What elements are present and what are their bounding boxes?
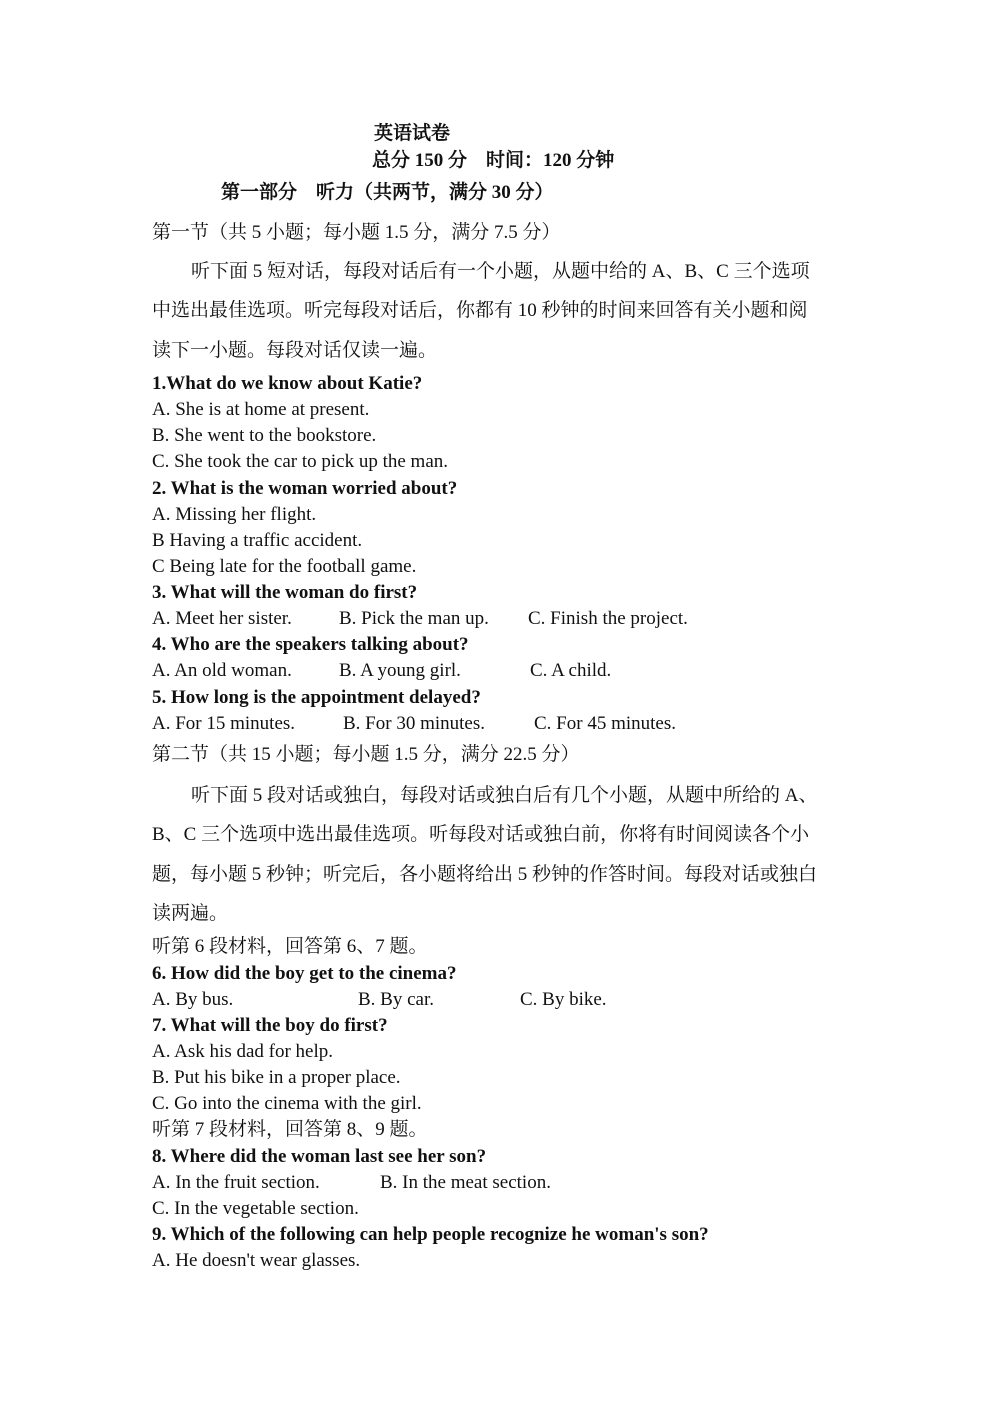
- option-4a: A. An old woman.: [152, 660, 292, 681]
- option-6b: B. By car.: [358, 989, 434, 1010]
- option-4c: C. A child.: [530, 660, 612, 681]
- option-1b: B. She went to the bookstore.: [152, 425, 377, 446]
- option-1c: C. She took the car to pick up the man.: [152, 451, 449, 472]
- option-5c: C. For 45 minutes.: [534, 713, 676, 734]
- material-6-note: 听第 6 段材料，回答第 6、7 题。: [152, 936, 428, 957]
- section2-title: 第二节（共 15 小题；每小题 1.5 分，满分 22.5 分）: [152, 744, 580, 765]
- question-9: 9. Which of the following can help people recognize he woman's son?: [152, 1224, 709, 1245]
- section1-instruction: 听下面 5 短对话，每段对话后有一个小题，从题中给的 A、B、C 三个选项: [191, 261, 810, 282]
- option-2b: B Having a traffic accident.: [152, 530, 363, 551]
- exam-title: 英语试卷: [374, 123, 451, 144]
- section2-instruction: 听下面 5 段对话或独白，每段对话或独白后有几个小题，从题中所给的 A、: [191, 785, 818, 806]
- section2-instruction: B、C 三个选项中选出最佳选项。听每段对话或独白前，你将有时间阅读各个小: [152, 824, 810, 845]
- question-4: 4. Who are the speakers talking about?: [152, 634, 469, 655]
- option-5b: B. For 30 minutes.: [343, 713, 485, 734]
- material-7-note: 听第 7 段材料，回答第 8、9 题。: [152, 1119, 428, 1140]
- section1-title: 第一节（共 5 小题；每小题 1.5 分，满分 7.5 分）: [152, 222, 561, 243]
- section1-instruction: 读下一小题。每段对话仅读一遍。: [152, 340, 438, 361]
- option-3a: A. Meet her sister.: [152, 608, 292, 629]
- question-1: 1.What do we know about Katie?: [152, 373, 423, 394]
- question-3: 3. What will the woman do first?: [152, 582, 418, 603]
- option-7b: B. Put his bike in a proper place.: [152, 1067, 401, 1088]
- option-3b: B. Pick the man up.: [339, 608, 489, 629]
- exam-subtitle: 总分 150 分 时间：120 分钟: [372, 150, 615, 171]
- option-6c: C. By bike.: [520, 989, 607, 1010]
- section1-instruction: 中选出最佳选项。听完每段对话后，你都有 10 秒钟的时间来回答有关小题和阅: [152, 300, 808, 321]
- option-1a: A. She is at home at present.: [152, 399, 370, 420]
- question-7: 7. What will the boy do first?: [152, 1015, 388, 1036]
- option-8c: C. In the vegetable section.: [152, 1198, 359, 1219]
- option-8a: A. In the fruit section.: [152, 1172, 320, 1193]
- option-4b: B. A young girl.: [339, 660, 461, 681]
- option-7c: C. Go into the cinema with the girl.: [152, 1093, 422, 1114]
- option-3c: C. Finish the project.: [528, 608, 688, 629]
- question-6: 6. How did the boy get to the cinema?: [152, 963, 457, 984]
- part-heading: 第一部分 听力（共两节，满分 30 分）: [221, 182, 554, 203]
- option-8b: B. In the meat section.: [380, 1172, 551, 1193]
- option-2a: A. Missing her flight.: [152, 504, 317, 525]
- option-5a: A. For 15 minutes.: [152, 713, 296, 734]
- option-2c: C Being late for the football game.: [152, 556, 417, 577]
- option-9a: A. He doesn't wear glasses.: [152, 1250, 361, 1271]
- option-6a: A. By bus.: [152, 989, 234, 1010]
- section2-instruction: 题，每小题 5 秒钟；听完后，各小题将给出 5 秒钟的作答时间。每段对话或独白: [152, 864, 818, 885]
- question-2: 2. What is the woman worried about?: [152, 478, 458, 499]
- question-8: 8. Where did the woman last see her son?: [152, 1146, 487, 1167]
- option-7a: A. Ask his dad for help.: [152, 1041, 334, 1062]
- section2-instruction: 读两遍。: [152, 903, 229, 924]
- question-5: 5. How long is the appointment delayed?: [152, 687, 481, 708]
